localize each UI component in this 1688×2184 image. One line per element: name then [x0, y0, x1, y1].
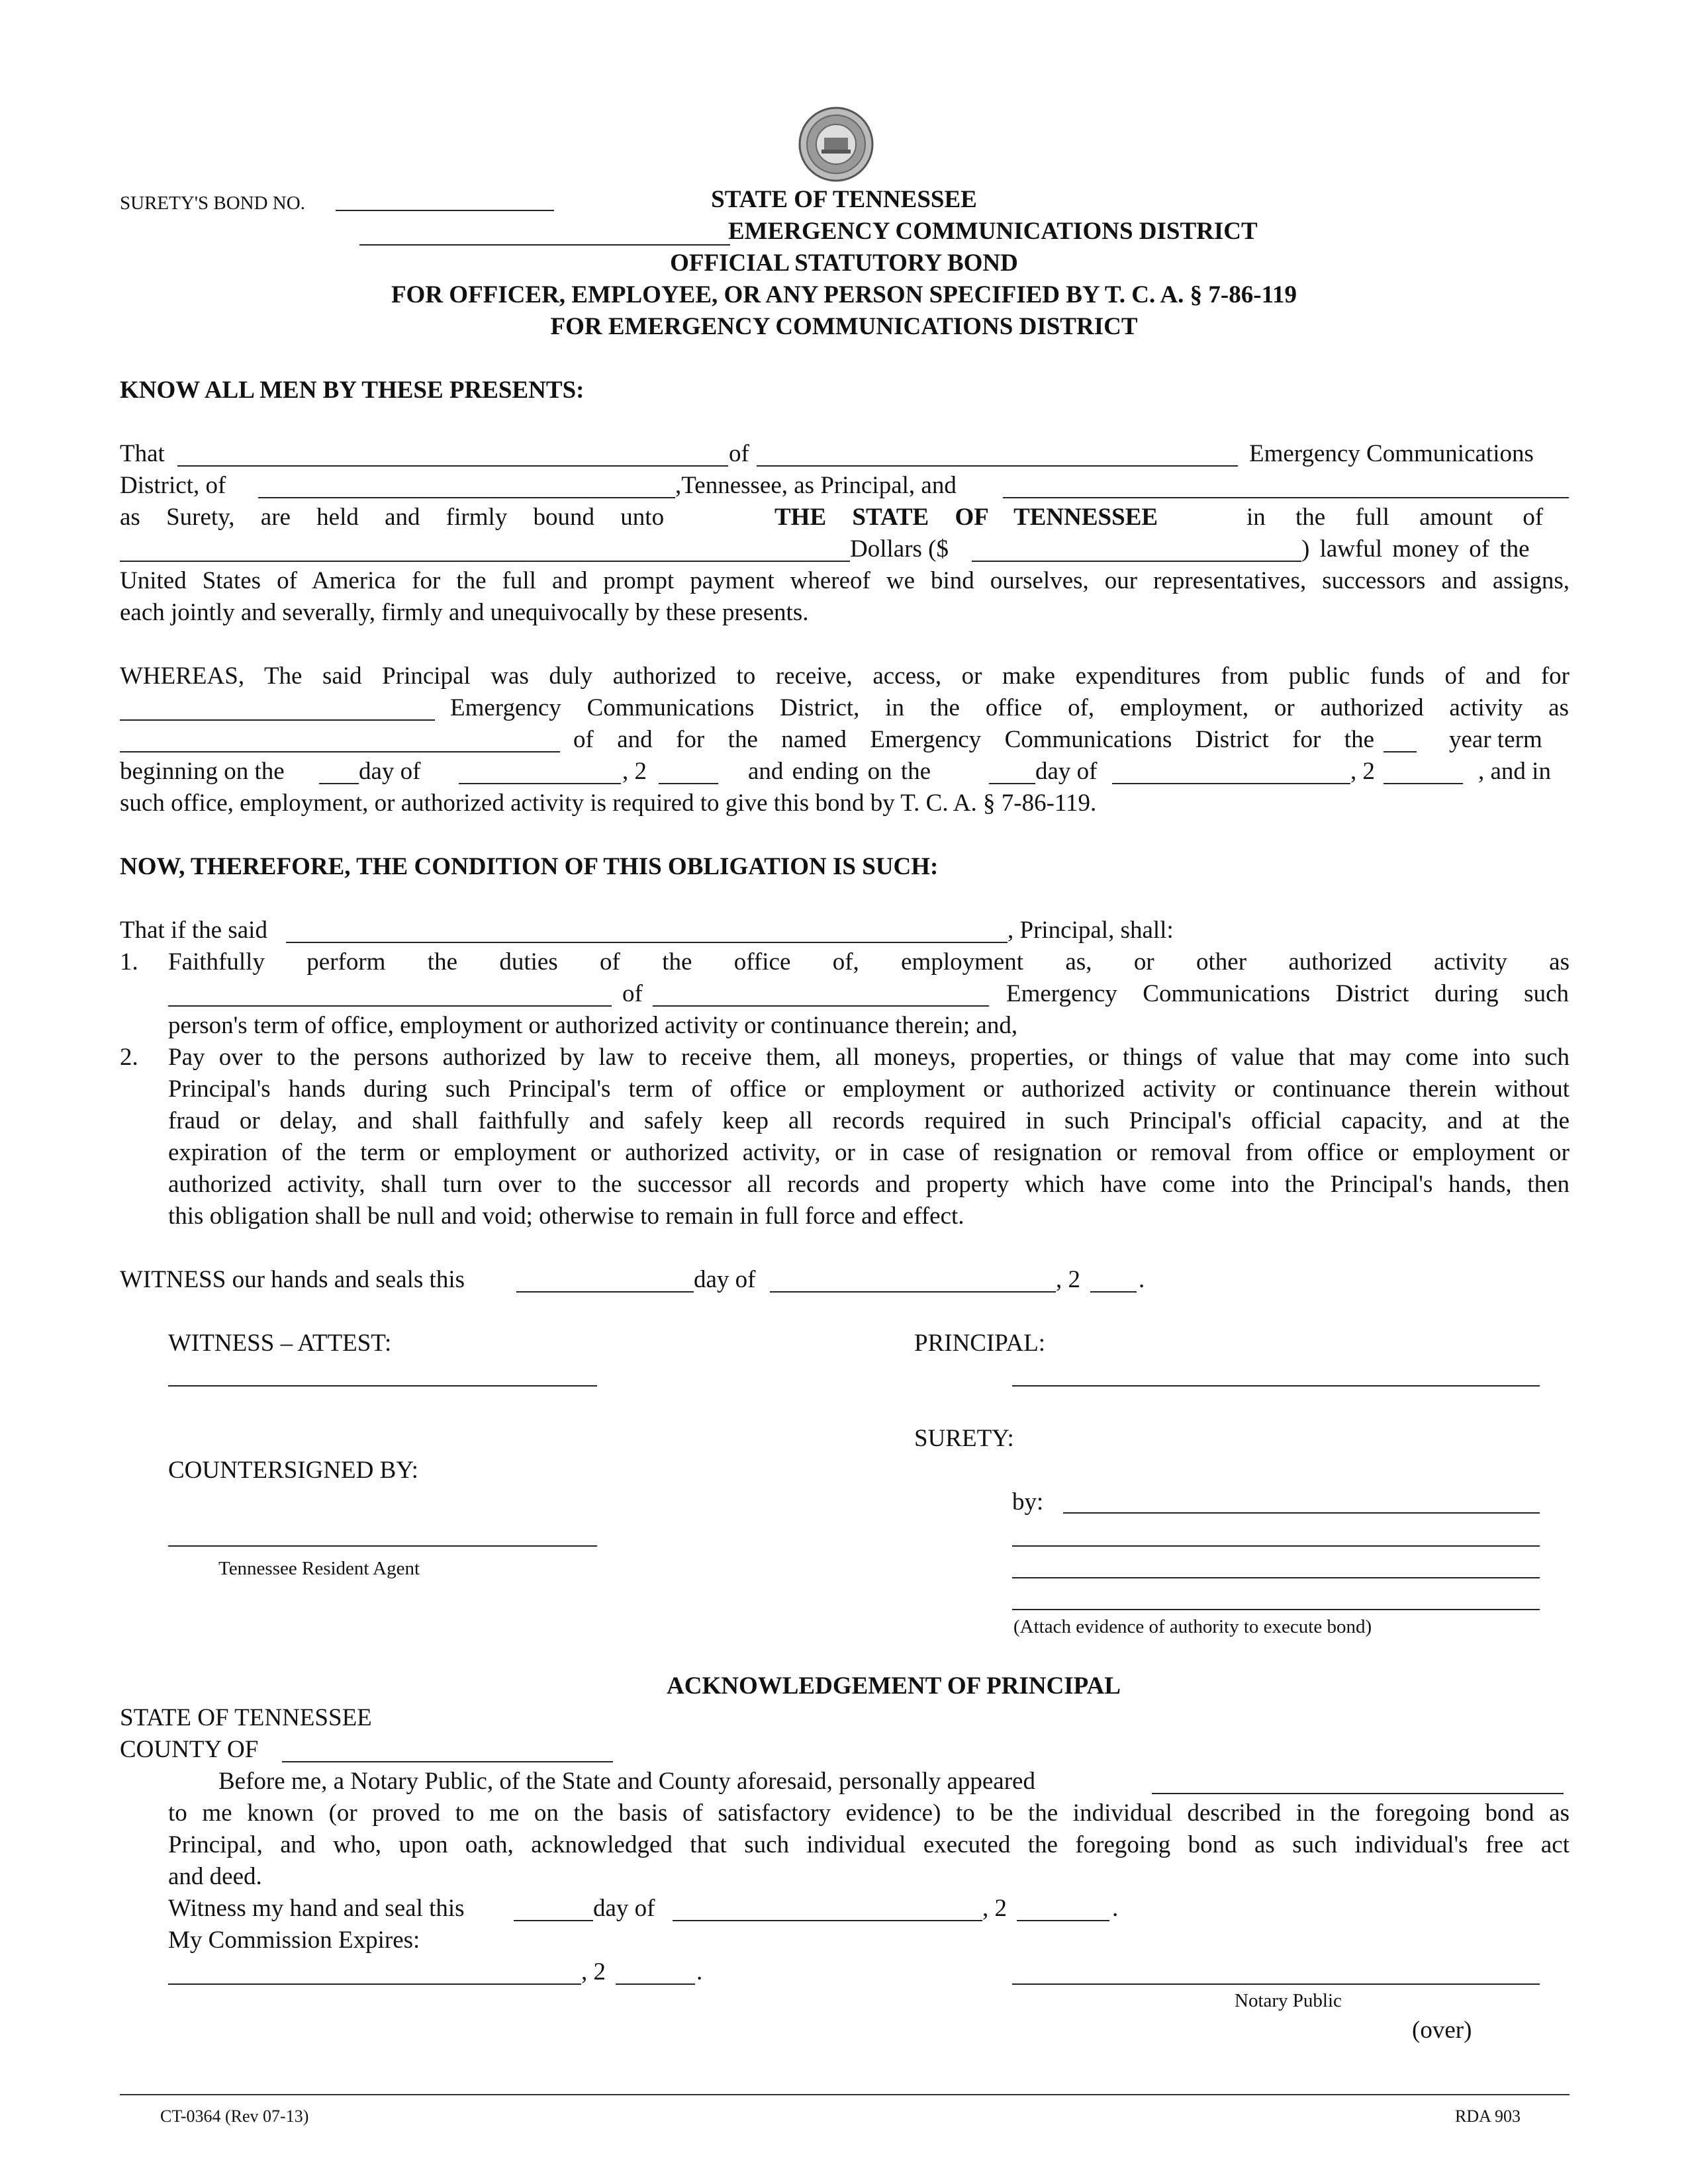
item1-line3: person's term of office, employment or authorized activity or continuance therein; and,: [168, 1012, 1018, 1039]
commission-period: .: [696, 1958, 703, 1985]
header-for-officer: FOR OFFICER, EMPLOYEE, OR ANY PERSON SPECIFIED BY T. C. A. § 7-86-119: [391, 281, 1297, 308]
principal-label: PRINCIPAL:: [914, 1330, 1046, 1357]
p1-state-tn: THE STATE OF TENNESSEE: [774, 504, 1158, 531]
end-year-field[interactable]: [1383, 783, 1463, 784]
item1-ecd: Emergency Communications District during such: [1006, 980, 1569, 1007]
form-number: CT-0364 (Rev 07-13): [160, 2107, 309, 2126]
principal-signature-field[interactable]: [1012, 1385, 1540, 1387]
p1-lawful: ) lawful money of the: [1301, 535, 1530, 563]
over-label: (over): [1412, 2017, 1472, 2044]
bond-no-label: SURETY'S BOND NO.: [120, 193, 305, 214]
cond-principal-shall: , Principal, shall:: [1008, 917, 1174, 944]
surety-line-2-field[interactable]: [1012, 1545, 1540, 1547]
witness-hands-seals: WITNESS our hands and seals this: [120, 1266, 465, 1293]
surety-line-3-field[interactable]: [1012, 1577, 1540, 1578]
ack-year-field[interactable]: [1017, 1920, 1109, 1921]
witness-period: .: [1139, 1266, 1145, 1293]
whereas-line3a: of and for the named Emergency Communications District for the: [573, 726, 1374, 753]
item1-office-field[interactable]: [168, 1005, 612, 1007]
item1-of: of: [622, 980, 643, 1007]
begin-month-field[interactable]: [459, 783, 621, 784]
footer-rule: [120, 2094, 1570, 2095]
ack-month-field[interactable]: [673, 1920, 982, 1921]
commission-date-field[interactable]: [168, 1983, 581, 1985]
ack-commission-label: My Commission Expires:: [168, 1927, 420, 1954]
whereas-line5: such office, employment, or authorized activity is required to give this bond by T. C. A. § 7-86-119.: [120, 790, 1097, 817]
item2-line3: fraud or delay, and shall faithfully and safely keep all records required in such Principal's official capacity, and at the: [168, 1107, 1570, 1134]
ack-line3: Principal, and who, upon oath, acknowledged that such individual executed the foregoing bond as such individual's free act: [168, 1831, 1570, 1858]
item2-number: 2.: [120, 1044, 138, 1071]
notary-public-label: Notary Public: [1235, 1990, 1342, 2011]
ack-line2: to me known (or proved to me on the basis of satisfactory evidence) to be the individual described in the foregoing bond as: [168, 1799, 1570, 1827]
county-field[interactable]: [258, 497, 675, 498]
witness-attest-label: WITNESS – ATTEST:: [168, 1330, 392, 1357]
surety-line-4-field[interactable]: [1012, 1609, 1540, 1610]
ack-day-field[interactable]: [514, 1920, 593, 1921]
ack-line4: and deed.: [168, 1863, 262, 1890]
principal-name-field[interactable]: [177, 465, 728, 467]
header-for-district: FOR EMERGENCY COMMUNICATIONS DISTRICT: [550, 313, 1138, 340]
witness-year-field[interactable]: [1090, 1291, 1137, 1293]
p1-district-of: District, of: [120, 472, 226, 499]
state-seal-image: [798, 106, 874, 183]
whereas-year-term: year term: [1449, 726, 1542, 753]
p1-of: of: [729, 440, 749, 467]
commission-comma2: , 2: [581, 1958, 606, 1985]
cond-principal-field[interactable]: [286, 942, 1008, 943]
ack-before-me: Before me, a Notary Public, of the State and County aforesaid, personally appeared: [218, 1768, 1035, 1795]
whereas-beginning: beginning on the: [120, 758, 285, 785]
notary-signature-field[interactable]: [1012, 1983, 1540, 1985]
header-bond-title: OFFICIAL STATUTORY BOND: [670, 250, 1018, 277]
ack-county-label: COUNTY OF: [120, 1736, 259, 1763]
p1-line5: United States of America for the full and prompt payment whereof we bind ourselves, our representatives, successors and assigns,: [120, 567, 1570, 594]
item2-line5: authorized activity, shall turn over to the successor all records and property which have come into the Principal's hands, then: [168, 1171, 1570, 1198]
item1-district-field[interactable]: [653, 1005, 989, 1007]
district-name-field[interactable]: [359, 244, 730, 246]
surety-by-signature-field[interactable]: [1063, 1512, 1540, 1514]
p1-tn-principal: ,Tennessee, as Principal, and: [675, 472, 957, 499]
begin-year-field[interactable]: [659, 783, 718, 784]
ack-state: STATE OF TENNESSEE: [120, 1704, 372, 1731]
whereas-line2: Emergency Communications District, in the office of, employment, or authorized activity as: [450, 694, 1569, 721]
amount-number-field[interactable]: [972, 561, 1301, 562]
end-day-field[interactable]: [989, 783, 1035, 784]
item2-line2: Principal's hands during such Principal's term of office or employment or authorized activity or continuance therein without: [168, 1075, 1570, 1103]
know-all-heading: KNOW ALL MEN BY THESE PRESENTS:: [120, 377, 585, 404]
whereas-ending: and ending on the: [748, 758, 931, 785]
whereas-day-of-1: day of: [359, 758, 421, 785]
witness-attest-signature-field[interactable]: [168, 1385, 597, 1387]
item2-line1: Pay over to the persons authorized by law to receive them, all moneys, properties, or things of value that may come into such: [168, 1044, 1570, 1071]
p1-surety-held: as Surety, are held and firmly bound unto: [120, 504, 665, 531]
surety-label: SURETY:: [914, 1425, 1014, 1452]
district-field[interactable]: [757, 465, 1238, 467]
ack-witness-hand: Witness my hand and seal this: [168, 1895, 465, 1922]
item2-line4: expiration of the term or employment or authorized activity, or in case of resignation or removal from office or employment or: [168, 1139, 1570, 1166]
begin-day-field[interactable]: [319, 783, 359, 784]
ack-appeared-name-field[interactable]: [1152, 1793, 1564, 1794]
witness-day-of: day of: [694, 1266, 756, 1293]
item1-number: 1.: [120, 948, 138, 976]
item1-line1: Faithfully perform the duties of the office of, employment as, or other authorized activity as: [168, 948, 1570, 976]
header-district: EMERGENCY COMMUNICATIONS DISTRICT: [728, 218, 1258, 245]
amount-words-field[interactable]: [120, 561, 850, 562]
witness-comma2: , 2: [1056, 1266, 1080, 1293]
now-therefore-heading: NOW, THEREFORE, THE CONDITION OF THIS OBLIGATION IS SUCH:: [120, 853, 939, 880]
whereas-day-of-2: day of: [1035, 758, 1098, 785]
countersigned-signature-field[interactable]: [168, 1545, 597, 1547]
attach-evidence-note: (Attach evidence of authority to execute bond): [1013, 1616, 1372, 1637]
countersigned-label: COUNTERSIGNED BY:: [168, 1457, 418, 1484]
ack-period: .: [1112, 1895, 1119, 1922]
whereas-district-field[interactable]: [120, 719, 435, 721]
surety-name-field[interactable]: [1003, 497, 1569, 498]
ack-title: ACKNOWLEDGEMENT OF PRINCIPAL: [667, 1672, 1121, 1700]
p1-dollars: Dollars ($: [850, 535, 949, 563]
whereas-comma2-2: , 2: [1350, 758, 1375, 785]
p1-full-amount: in the full amount of: [1246, 504, 1544, 531]
cond-that-said: That if the said: [120, 917, 267, 944]
whereas-office-field[interactable]: [120, 751, 560, 752]
rda-number: RDA 903: [1455, 2107, 1521, 2126]
item2-last: this obligation shall be null and void; otherwise to remain in full force and effect.: [168, 1203, 964, 1230]
resident-agent-label: Tennessee Resident Agent: [218, 1558, 420, 1579]
p1-ecd: Emergency Communications: [1249, 440, 1534, 467]
p1-line6: each jointly and severally, firmly and unequivocally by these presents.: [120, 599, 809, 626]
witness-day-field[interactable]: [516, 1291, 694, 1293]
header-state: STATE OF TENNESSEE: [711, 186, 977, 213]
ack-county-field[interactable]: [282, 1761, 613, 1762]
witness-month-field[interactable]: [770, 1291, 1056, 1293]
p1-that: That: [120, 440, 165, 467]
ack-day-of: day of: [593, 1895, 655, 1922]
whereas-comma2-1: , 2: [622, 758, 647, 785]
commission-year-field[interactable]: [616, 1983, 695, 1985]
surety-by-label: by:: [1012, 1488, 1044, 1516]
term-years-field[interactable]: [1383, 751, 1417, 752]
end-month-field[interactable]: [1112, 783, 1350, 784]
whereas-and-in: , and in: [1478, 758, 1551, 785]
whereas-line1: WHEREAS, The said Principal was duly authorized to receive, access, or make expenditures from public funds of and for: [120, 662, 1570, 690]
ack-comma2: , 2: [982, 1895, 1007, 1922]
